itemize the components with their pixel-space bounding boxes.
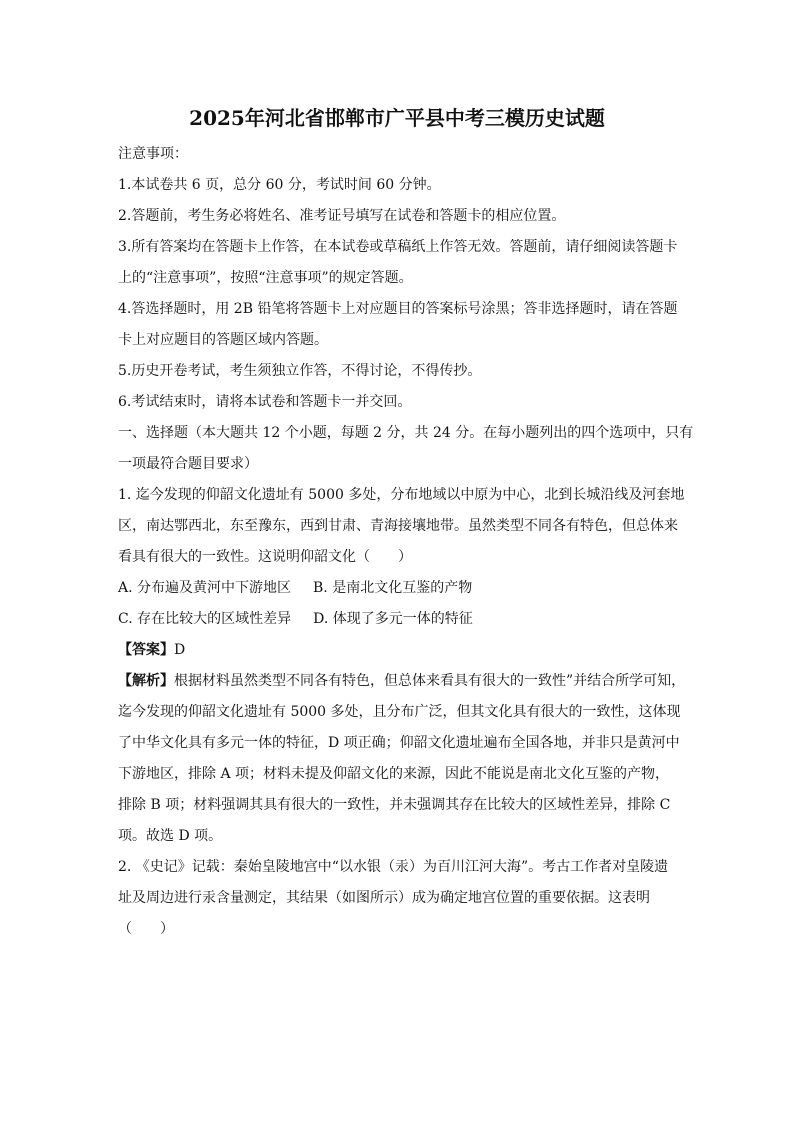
- notice-line: 5.历史开卷考试，考生须独立作答，不得讨论，不得传抄。: [118, 363, 482, 379]
- question-1-stem: 看具有很大的一致性。这说明仰韶文化（ ）: [118, 549, 412, 565]
- analysis-line: 下游地区，排除 A 项；材料未提及仰韶文化的来源，因此不能说是南北文化互鉴的产物，: [118, 766, 670, 782]
- analysis-text: 根据材料虽然类型不同各有特色，但总体来看具有很大的一致性”并结合所学可知，: [174, 673, 686, 689]
- notice-line: 3.所有答案均在答题卡上作答，在本试卷或草稿纸上作答无效。答题前，请仔细阅读答题卡: [118, 239, 678, 255]
- analysis-label: 【解析】: [118, 673, 174, 689]
- question-1-stem: 区，南达鄂西北，东至豫东，西到甘肃、青海接壤地带。虽然类型不同各有特色，但总体来: [118, 518, 678, 534]
- analysis-line: 了中华文化具有多元一体的特征，D 项正确；仰韶文化遗址遍布全国各地，并非只是黄河中: [118, 735, 680, 751]
- analysis-line: 项。故选 D 项。: [118, 828, 223, 844]
- notice-line: 4.答选择题时，用 2B 铅笔将答题卡上对应题目的答案标号涂黑；答非选择题时，请在答题: [118, 301, 678, 317]
- notice-line: 2.答题前，考生务必将姓名、准考证号填写在试卷和答题卡的相应位置。: [118, 208, 566, 224]
- notice-heading: 注意事项：: [118, 146, 188, 162]
- question-2-stem: 2. 《史记》记载：秦始皇陵地宫中“以水银（汞）为百川江河大海”。考古工作者对皇陵遗: [118, 859, 669, 875]
- question-2-stem: 址及周边进行汞含量测定，其结果（如图所示）成为确定地宫位置的重要依据。这表明: [118, 890, 650, 906]
- notice-line: 上的“注意事项”，按照“注意事项”的规定答题。: [118, 270, 413, 286]
- analysis-line: 排除 B 项；材料强调其具有很大的一致性，并未强调其存在比较大的区域性差异，排除 C: [118, 797, 671, 813]
- option-d: D. 体现了多元一体的特征: [313, 611, 473, 627]
- analysis-line: [118, 671, 686, 691]
- question-1-options-row-2: [118, 609, 678, 629]
- section-heading-cont: 一项最符合题目要求）: [118, 456, 258, 472]
- option-b: B. 是南北文化互鉴的产物: [313, 580, 473, 596]
- question-1-options-row-1: [118, 578, 678, 598]
- option-a: A. 分布遍及黄河中下游地区: [118, 580, 292, 596]
- question-1-stem: 1. 迄今发现的仰韶文化遗址有 5000 多处，分布地域以中原为中心，北到长城沿线及河套地: [118, 487, 685, 503]
- answer-line: [118, 640, 678, 660]
- option-c: C. 存在比较大的区域性差异: [118, 611, 292, 627]
- section-heading: 一、选择题（本大题共 12 个小题，每题 2 分，共 24 分。在每小题列出的四个选项中，只有: [118, 425, 694, 441]
- notice-line: 卡上对应题目的答题区域内答题。: [118, 332, 328, 348]
- page-title: 2025年河北省邯郸市广平县中考三模历史试题: [189, 106, 605, 130]
- notice-line: 1.本试卷共 6 页，总分 60 分，考试时间 60 分钟。: [118, 177, 441, 193]
- question-2-stem: （ ）: [118, 921, 174, 937]
- notice-line: 6.考试结束时，请将本试卷和答题卡一并交回。: [118, 394, 412, 410]
- answer-value: D: [174, 642, 186, 658]
- answer-label: 【答案】: [118, 642, 174, 658]
- analysis-line: 迄今发现的仰韶文化遗址有 5000 多处，且分布广泛，但其文化具有很大的一致性，这体现: [118, 704, 681, 720]
